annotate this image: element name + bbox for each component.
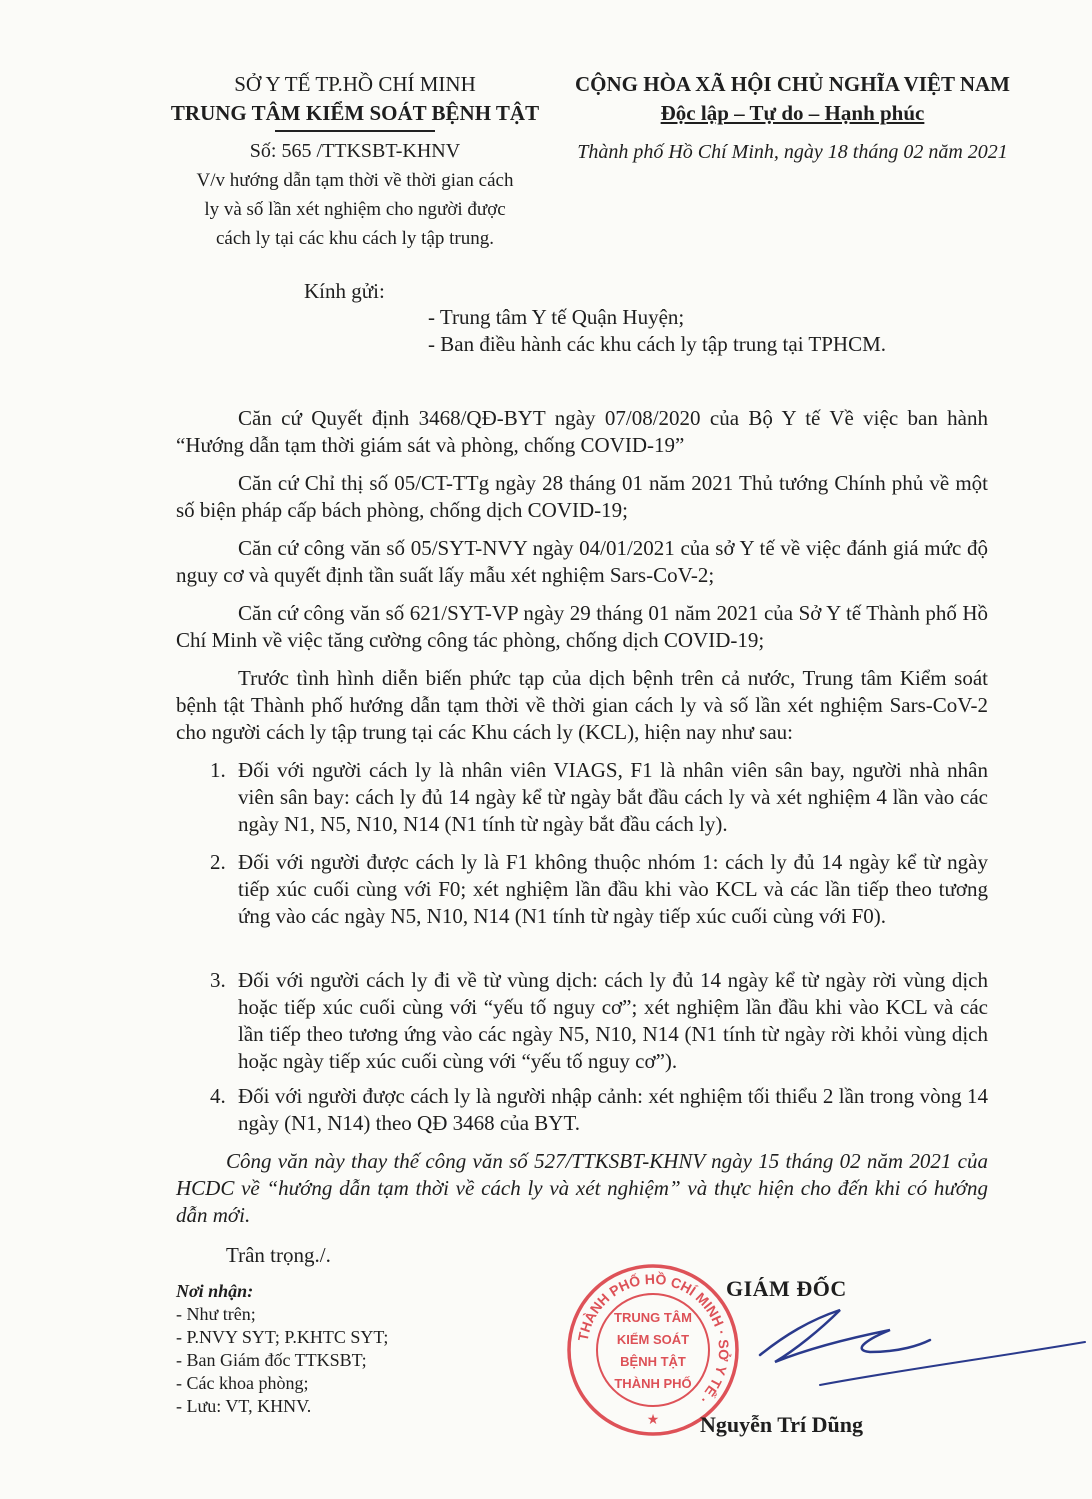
paragraph: Căn cứ công văn số 621/SYT-VP ngày 29 tháng 01 năm 2021 của Sở Y tế Thành phố Hồ Chí Minh về việc tăng cường công tác phòng, chống dịch COVID-19;	[176, 601, 988, 652]
national-motto: Độc lập – Tự do – Hạnh phúc	[660, 101, 925, 125]
closing-note: Công văn này thay thế công văn số 527/TTKSBT-KHNV ngày 15 tháng 02 năm 2021 của HCDC về “hướng dẫn tạm thời về cách ly và xét nghiệm” và thực hiện cho đến khi có hướng dẫn mới.	[176, 1149, 988, 1227]
nation-name: CỘNG HÒA XÃ HỘI CHỦ NGHĨA VIỆT NAM	[574, 72, 1011, 96]
item-number: 1.	[210, 758, 226, 782]
stamp-center-line: BỆNH TẬT	[620, 1354, 686, 1369]
paragraph: Căn cứ Chỉ thị số 05/CT-TTg ngày 28 tháng 01 năm 2021 Thủ tướng Chính phủ về một số biện pháp cấp bách phòng, chống dịch COVID-19;	[176, 471, 988, 522]
signer-title: GIÁM ĐỐC	[726, 1276, 847, 1301]
addressee-item: - Ban điều hành các khu cách ly tập trung tại TPHCM.	[428, 332, 887, 356]
document-date: Thành phố Hồ Chí Minh, ngày 18 tháng 02 năm 2021	[577, 141, 1008, 163]
item-text: Đối với người cách ly là nhân viên VIAGS, F1 là nhân viên sân bay, người nhà nhân viên sân bay: cách ly đủ 14 ngày kể từ ngày bắt đầu cách ly và xét nghiệm 4 lần vào các ngày N1, N5, N10, N14 (N1 tính từ ngày bắt đầu cách ly).	[238, 758, 988, 836]
star-icon: ★	[646, 1413, 660, 1428]
recipient-item: - Lưu: VT, KHNV.	[176, 1396, 312, 1416]
list-item	[210, 967, 988, 1075]
recipient-item: - Như trên;	[176, 1304, 256, 1324]
list-item	[210, 1083, 988, 1137]
signature-scribble	[700, 1290, 1090, 1400]
recipient-item: - Các khoa phòng;	[176, 1373, 309, 1393]
list-item	[210, 849, 988, 930]
item-number: 2.	[210, 850, 226, 874]
document-subject	[150, 166, 560, 253]
paragraph: Căn cứ công văn số 05/SYT-NVY ngày 04/01/2021 của sở Y tế về việc đánh giá mức độ nguy cơ và quyết định tần suất lấy mẫu xét nghiệm Sars-CoV-2;	[176, 536, 988, 587]
stamp-center-line: TRUNG TÂM	[614, 1310, 692, 1325]
addressee-label: Kính gửi:	[304, 279, 385, 303]
unit-underline	[275, 130, 435, 132]
recipient-item: - P.NVY SYT; P.KHTC SYT;	[176, 1327, 389, 1347]
stamp-ring-text: THÀNH PHỐ HỒ CHÍ MINH · SỞ Y TẾ ·	[574, 1270, 733, 1408]
subject-line: V/v hướng dẫn tạm thời về thời gian cách	[196, 169, 514, 191]
header-right	[555, 70, 1030, 167]
recipient-item: - Ban Giám đốc TTKSBT;	[176, 1350, 367, 1370]
stamp-center-line: KIỂM SOÁT	[616, 1332, 690, 1347]
item-number: 4.	[210, 1084, 226, 1108]
list-item	[210, 757, 988, 838]
recipients-block	[176, 1280, 388, 1418]
item-text: Đối với người cách ly đi về từ vùng dịch: cách ly đủ 14 ngày kể từ ngày rời vùng dịch hoặc tiếp xúc cuối cùng với “yếu tố nguy cơ”; xét nghiệm lần đầu khi vào KCL và các lần tiếp theo tương ứng vào các ngày N5, N10, N14 (N1 tính từ ngày rời khỏi vùng dịch hoặc ngày tiếp xúc cuối cùng với “yếu tố nguy cơ”).	[238, 968, 988, 1073]
addressee-list	[428, 304, 886, 358]
document-number: Số: 565 /TTKSBT-KHNV	[249, 139, 461, 162]
signer-name: Nguyễn Trí Dũng	[700, 1412, 864, 1437]
regards: Trân trọng./.	[226, 1243, 331, 1267]
subject-line: cách ly tại các khu cách ly tập trung.	[215, 227, 494, 249]
paragraph: Căn cứ Quyết định 3468/QĐ-BYT ngày 07/08/2020 của Bộ Y tế Về việc ban hành “Hướng dẫn tạm thời giám sát và phòng, chống COVID-19”	[176, 406, 988, 457]
paragraph: Trước tình hình diễn biến phức tạp của dịch bệnh trên cả nước, Trung tâm Kiểm soát bệnh tật Thành phố hướng dẫn tạm thời về thời gian cách ly và số lần xét nghiệm Sars-CoV-2 cho người cách ly tập trung tại các Khu cách ly (KCL), hiện nay như sau:	[176, 666, 988, 744]
subject-line: ly và số lần xét nghiệm cho người được	[204, 198, 506, 220]
header-left	[150, 70, 560, 253]
item-text: Đối với người được cách ly là người nhập cảnh: xét nghiệm tối thiểu 2 lần trong vòng 14 ngày (N1, N14) theo QĐ 3468 của BYT.	[238, 1084, 988, 1135]
unit-name: TRUNG TÂM KIỂM SOÁT BỆNH TẬT	[170, 101, 540, 125]
agency-name: SỞ Y TẾ TP.HỒ CHÍ MINH	[234, 72, 476, 96]
addressee-item: - Trung tâm Y tế Quận Huyện;	[428, 305, 685, 329]
item-number: 3.	[210, 968, 226, 992]
item-text: Đối với người được cách ly là F1 không thuộc nhóm 1: cách ly đủ 14 ngày kể từ ngày tiếp xúc cuối cùng với F0; xét nghiệm lần đầu khi vào KCL và các lần tiếp theo tương ứng vào các ngày N5, N10, N14 (N1 tính từ ngày tiếp xúc cuối cùng với F0).	[238, 850, 988, 928]
recipients-label: Nơi nhận:	[176, 1281, 254, 1301]
stamp-center-line: THÀNH PHỐ	[614, 1376, 692, 1391]
